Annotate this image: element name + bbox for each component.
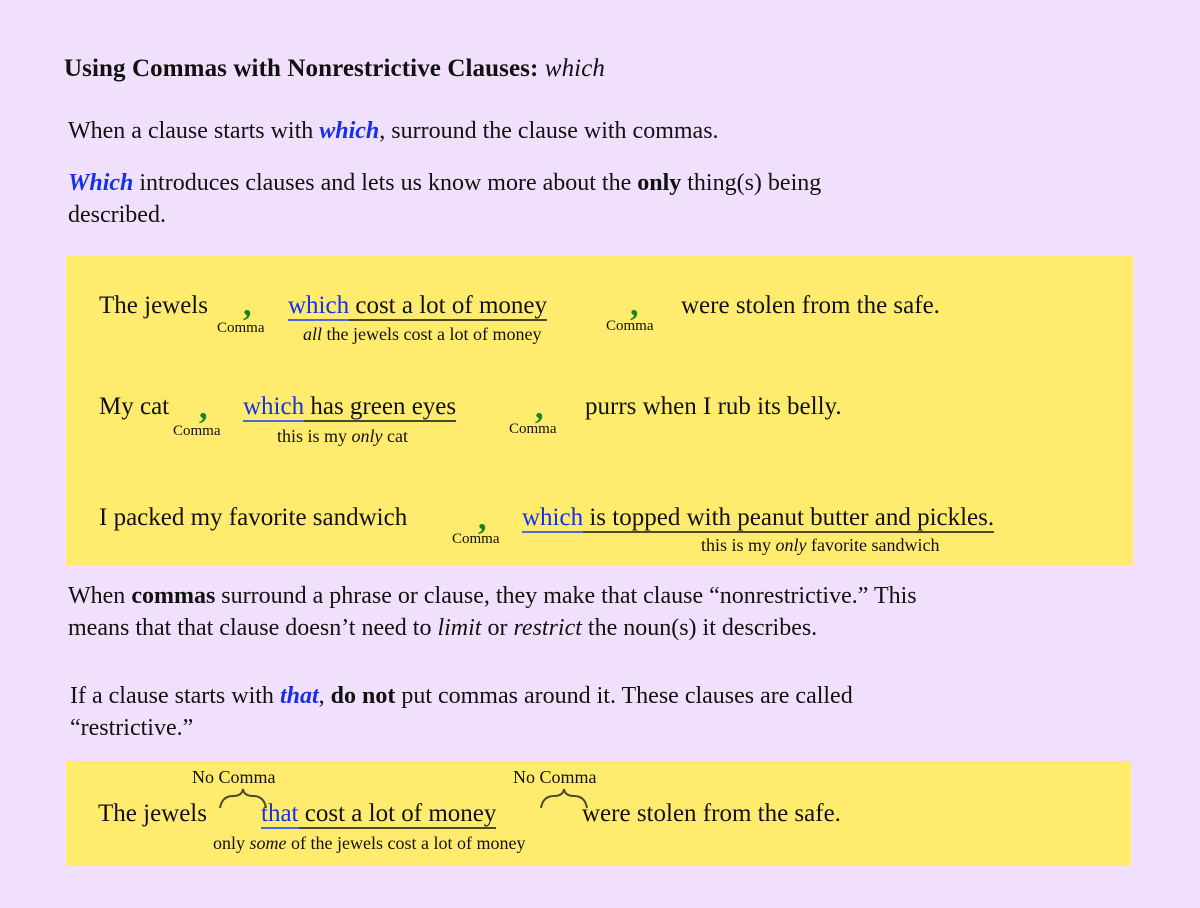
that-example-note xyxy=(213,833,525,854)
restrictive-line-2: “restrictive.” xyxy=(70,715,194,741)
comma-glyph: , xyxy=(199,389,208,426)
intro-text: thing(s) being xyxy=(681,170,822,196)
that-example-before: The jewels xyxy=(98,800,207,827)
explanation-line-2 xyxy=(68,612,817,644)
note-italic: only xyxy=(775,535,807,555)
comma-glyph: , xyxy=(243,286,252,323)
note-italic: all xyxy=(303,324,323,344)
example-1-clause xyxy=(288,292,547,320)
explanation-text: When xyxy=(68,583,132,609)
clause-text: has green eyes xyxy=(304,393,457,420)
note-italic: some xyxy=(249,833,287,853)
intro-text: When a clause starts with xyxy=(68,118,320,144)
example-2-note xyxy=(277,426,408,447)
note-text: the jewels cost a lot of money xyxy=(322,324,542,344)
restrictive-line-1 xyxy=(70,680,853,712)
comma-glyph: , xyxy=(535,389,544,426)
keyword-that: that xyxy=(279,683,319,709)
that-example-after: were stolen from the safe. xyxy=(582,800,841,827)
keyword-which: Which xyxy=(68,170,134,196)
example-2-clause xyxy=(243,393,456,421)
comma-label: Comma xyxy=(173,423,221,439)
example-1-before: The jewels xyxy=(99,292,208,319)
restrictive-text: , xyxy=(318,683,331,709)
note-text: favorite sandwich xyxy=(806,535,940,555)
intro-text: introduces clauses and lets us know more about the xyxy=(133,170,638,196)
restrictive-text: If a clause starts with xyxy=(70,683,280,709)
intro-line-1 xyxy=(68,115,719,147)
example-1-after: were stolen from the safe. xyxy=(681,292,940,319)
keyword-that: that xyxy=(261,800,299,827)
title-keyword: which xyxy=(544,55,606,82)
emphasis-limit: limit xyxy=(437,615,482,641)
comma-glyph: , xyxy=(478,500,487,537)
no-comma-label: No Comma xyxy=(513,767,597,787)
example-1-note xyxy=(303,324,541,345)
title-text: Using Commas with Nonrestrictive Clauses: xyxy=(64,55,545,82)
comma-label: Comma xyxy=(606,318,654,334)
example-3-before: I packed my favorite sandwich xyxy=(99,504,408,531)
example-2-after: purrs when I rub its belly. xyxy=(585,393,842,420)
note-text: of the jewels cost a lot of money xyxy=(286,833,526,853)
explanation-text: surround a phrase or clause, they make that clause “nonrestrictive.” This xyxy=(215,583,917,609)
explanation-text: the noun(s) it describes. xyxy=(581,615,818,641)
clause-text: cost a lot of money xyxy=(349,292,547,319)
emphasis-commas: commas xyxy=(131,583,216,609)
note-text: this is my xyxy=(701,535,776,555)
explanation-text: means that that clause doesn’t need to xyxy=(68,615,438,641)
no-comma-label: No Comma xyxy=(192,767,276,787)
example-3-clause xyxy=(522,504,994,532)
emphasis-restrict: restrict xyxy=(513,615,582,641)
note-text: only xyxy=(213,833,250,853)
emphasis-only: only xyxy=(637,170,682,196)
that-example-clause xyxy=(261,800,496,828)
keyword-which: which xyxy=(288,292,350,319)
example-3-note xyxy=(701,535,939,556)
intro-line-2-cont: described. xyxy=(68,202,166,228)
keyword-which: which xyxy=(243,393,305,420)
note-text: this is my xyxy=(277,426,352,446)
note-italic: only xyxy=(351,426,383,446)
explanation-text: or xyxy=(481,615,514,641)
page-title xyxy=(64,55,605,83)
keyword-which: which xyxy=(319,118,380,144)
intro-line-2 xyxy=(68,167,821,199)
emphasis-do-not: do not xyxy=(330,683,396,709)
comma-label: Comma xyxy=(217,320,265,336)
comma-label: Comma xyxy=(452,531,500,547)
comma-glyph: , xyxy=(630,286,639,323)
clause-text: cost a lot of money xyxy=(298,800,497,827)
example-2-before: My cat xyxy=(99,393,170,420)
clause-text: is topped with peanut butter and pickles. xyxy=(583,504,995,531)
comma-label: Comma xyxy=(509,421,557,437)
keyword-which: which xyxy=(522,504,584,531)
note-text: cat xyxy=(382,426,408,446)
restrictive-text: put commas around it. These clauses are called xyxy=(395,683,853,709)
explanation-line-1 xyxy=(68,580,917,612)
intro-text: , surround the clause with commas. xyxy=(379,118,719,144)
